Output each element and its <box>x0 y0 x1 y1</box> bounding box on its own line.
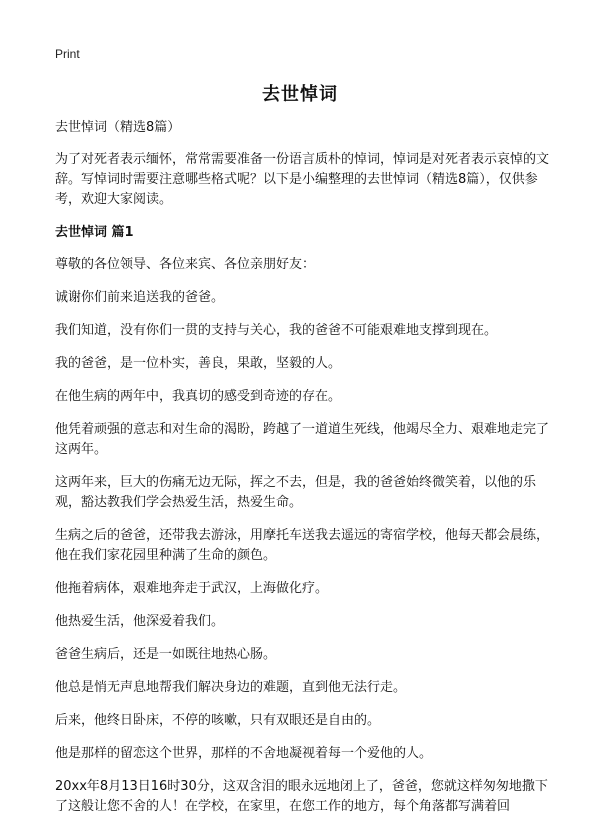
document-body <box>55 118 550 830</box>
paragraph: 他热爱生活，他深爱着我们。 <box>55 614 225 629</box>
paragraph: 这两年来，巨大的伤痛无边无际，挥之不去，但是，我的爸爸始终微笑着，以他的乐观，豁达教我们学会热爱生活，热爱生命。 <box>55 475 537 510</box>
paragraph: 后来，他终日卧床，不停的咳嗽，只有双眼还是自由的。 <box>55 713 381 728</box>
section-heading: 去世悼词 篇1 <box>55 225 134 240</box>
paragraph-salutation: 尊敬的各位领导、各位来宾、各位亲朋好友： <box>55 257 316 272</box>
paragraph: 爸爸生病后，还是一如既往地热心肠。 <box>55 647 277 662</box>
page-title: 去世悼词 <box>262 84 338 105</box>
intro-paragraph: 为了对死者表示缅怀，常常需要准备一份语言质朴的悼词，悼词是对死者表示哀悼的文辞。写悼词时需要注意哪些格式呢？以下是小编整理的去世悼词（精选8篇），仅供参考，欢迎大家阅读。 <box>55 152 550 207</box>
paragraph: 我的爸爸，是一位朴实，善良，果敢，坚毅的人。 <box>55 356 342 371</box>
paragraph: 生病之后的爸爸，还带我去游泳，用摩托车送我去遥远的寄宿学校，他每天都会晨练，他在我们家花园里种满了生命的颜色。 <box>55 528 550 563</box>
paragraph: 他总是悄无声息地帮我们解决身边的难题，直到他无法行走。 <box>55 680 407 695</box>
paragraph: 他是那样的留恋这个世界，那样的不舍地凝视着每一个爱他的人。 <box>55 746 433 761</box>
paragraph: 20xx年8月13日16时30分，这双含泪的眼永远地闭上了，爸爸，您就这样匆匆地撒下了这般让您不舍的人！在学校，在家里，在您工作的地方，每个角落都写满着回 <box>55 779 548 814</box>
paragraph: 他凭着顽强的意志和对生命的渴盼，跨越了一道道生死线，他竭尽全力、艰难地走完了这两年。 <box>55 422 550 457</box>
paragraph: 诚谢你们前来追送我的爸爸。 <box>55 290 225 305</box>
subtitle: 去世悼词（精选8篇） <box>55 120 181 135</box>
print-link[interactable]: Print <box>55 47 80 61</box>
paragraph: 他拖着病体，艰难地奔走于武汉，上海做化疗。 <box>55 581 329 596</box>
paragraph: 在他生病的两年中，我真切的感受到奇迹的存在。 <box>55 389 342 404</box>
paragraph: 我们知道，没有你们一贯的支持与关心，我的爸爸不可能艰难地支撑到现在。 <box>55 323 498 338</box>
